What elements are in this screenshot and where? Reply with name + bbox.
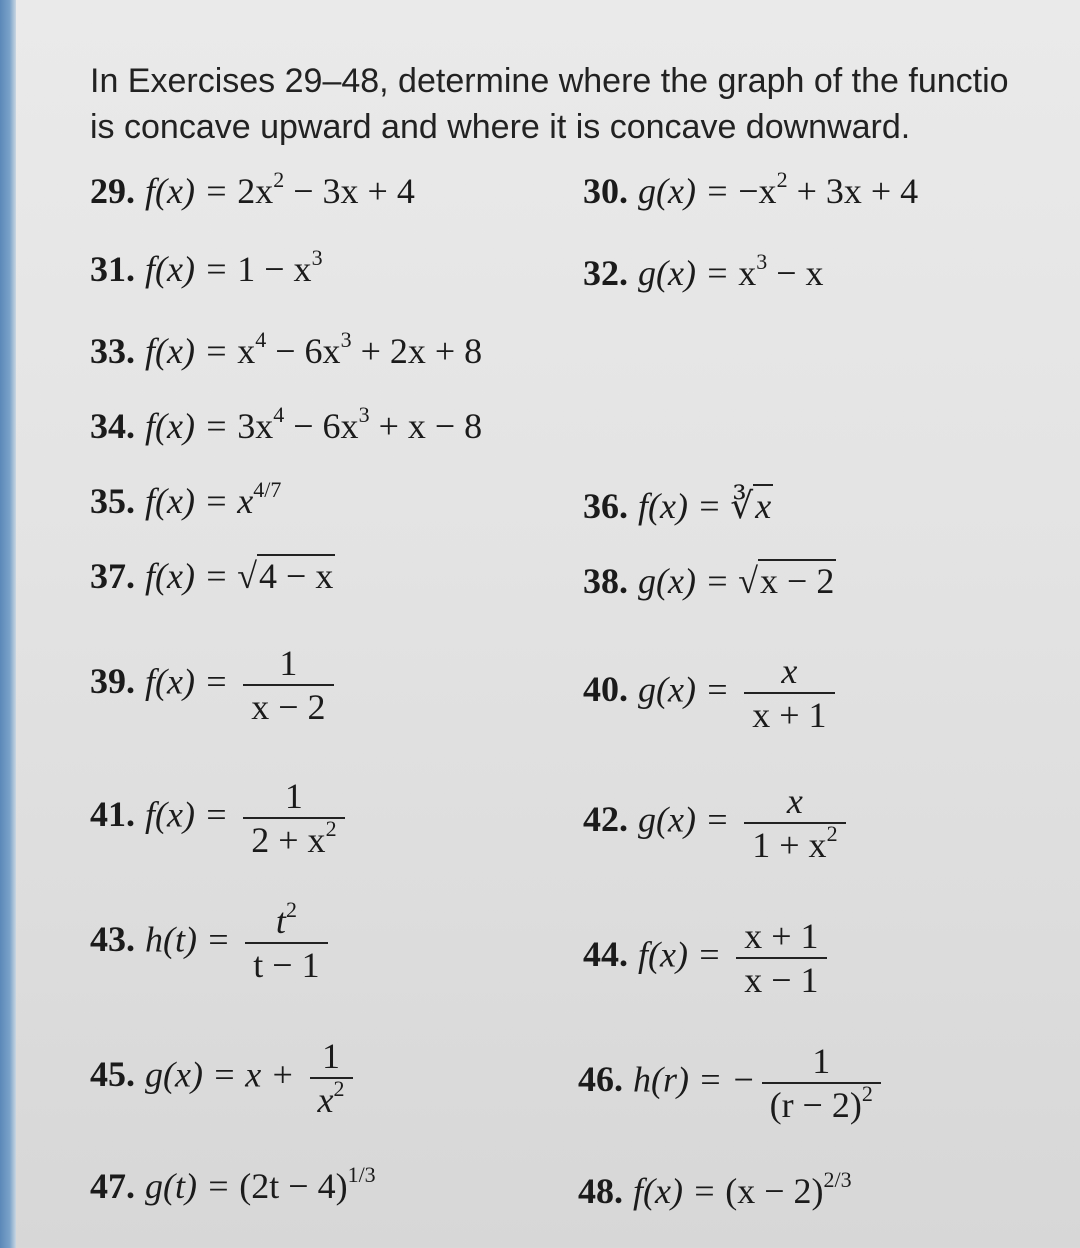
fraction (744, 780, 845, 866)
exercise-30 (583, 167, 919, 212)
numerator: 1 (812, 1041, 831, 1081)
numerator: x (781, 651, 798, 691)
function-lhs: g(x) = x + (145, 1054, 304, 1095)
function-lhs: f(x) = (145, 556, 238, 596)
square-root-sign: √ (738, 561, 759, 601)
exercise-number: 29. (90, 171, 135, 211)
term: 2 + x (251, 820, 326, 860)
exercise-38 (583, 560, 836, 602)
term: 2x (237, 171, 274, 211)
exponent: 2 (826, 821, 838, 846)
exercise-43 (90, 897, 334, 986)
term: − 6x (266, 331, 341, 371)
fraction (243, 642, 333, 728)
radicand: x − 2 (760, 561, 835, 601)
exponent: 3 (756, 249, 768, 274)
function-lhs: g(x) = (638, 253, 739, 293)
function-lhs: h(t) = (145, 919, 240, 960)
exercise-number: 39. (90, 661, 135, 702)
exercise-number: 42. (583, 799, 628, 840)
exercise-number: 30. (583, 171, 628, 211)
term: + 2x + 8 (351, 331, 483, 371)
numerator: 1 (322, 1036, 341, 1076)
exercise-39 (90, 642, 340, 728)
function-lhs: g(t) = (145, 1166, 240, 1206)
term: 3x (237, 406, 274, 446)
exponent: 4 (255, 327, 267, 352)
term: t (275, 901, 286, 941)
denominator (310, 1077, 353, 1121)
exponent: 2 (776, 167, 788, 192)
function-lhs: g(x) = (638, 669, 739, 710)
function-lhs: g(x) = (638, 561, 739, 601)
function-lhs: f(x) = (145, 406, 238, 446)
fraction (744, 650, 834, 736)
exercise-number: 36. (583, 486, 628, 526)
function-lhs: f(x) = (145, 331, 238, 371)
exercise-number: 35. (90, 481, 135, 521)
numerator: x + 1 (744, 916, 819, 956)
cube-root-sign: ∛ (730, 486, 754, 526)
exercise-40 (583, 650, 841, 736)
term: x (237, 331, 256, 371)
instructions-line-1: In Exercises 29–48, determine where the graph of the functio (90, 62, 1009, 100)
exponent: 2 (285, 897, 297, 922)
function-lhs: f(x) = (638, 934, 731, 975)
exponent: 3 (311, 245, 323, 270)
exponent: 2 (325, 816, 337, 841)
exponent: 2/3 (823, 1167, 852, 1192)
exercise-number: 48. (578, 1171, 623, 1211)
function-lhs: f(x) = (145, 661, 238, 702)
exercise-number: 34. (90, 406, 135, 446)
term: + 3x + 4 (787, 171, 919, 211)
function-lhs: f(x) = (145, 794, 238, 835)
term: 1 − x (237, 249, 312, 289)
function-lhs: g(x) = (638, 171, 739, 211)
exercise-32 (583, 249, 824, 294)
denominator (243, 817, 344, 861)
square-root-sign: √ (237, 556, 258, 596)
denominator: x − 1 (736, 957, 826, 1001)
page-left-edge (0, 0, 16, 1248)
instructions-line-2: is concave upward and where it is concave downward. (90, 108, 911, 146)
term: − 3x + 4 (284, 171, 415, 211)
exercise-29 (90, 167, 415, 212)
radicand: 4 − x (259, 556, 334, 596)
denominator: t − 1 (245, 942, 327, 986)
numerator: 1 (279, 643, 298, 683)
exponent: 1/3 (347, 1162, 376, 1187)
exercise-number: 33. (90, 331, 135, 371)
function-lhs: g(x) = (638, 799, 739, 840)
function-lhs: h(r) = − (633, 1059, 756, 1100)
exercise-36 (583, 485, 773, 527)
exponent: 2 (273, 167, 285, 192)
exponent: 3 (358, 402, 370, 427)
term: 1 + x (752, 825, 827, 865)
denominator (744, 822, 845, 866)
numerator: 1 (284, 776, 303, 816)
exercise-number: 41. (90, 794, 135, 835)
exercise-number: 38. (583, 561, 628, 601)
exercise-44 (583, 915, 833, 1001)
function-lhs: f(x) = (145, 171, 238, 211)
term: (2t − 4) (239, 1166, 348, 1206)
function-lhs: f(x) = (145, 249, 238, 289)
denominator (762, 1082, 881, 1126)
term: x (317, 1080, 334, 1120)
denominator: x + 1 (744, 692, 834, 736)
fraction (310, 1035, 353, 1121)
fraction (243, 775, 344, 861)
exercise-41 (90, 775, 351, 861)
term: −x (738, 171, 777, 211)
exercise-33 (90, 327, 483, 372)
function-lhs: f(x) = (145, 481, 238, 521)
fraction (245, 897, 327, 986)
exercise-number: 46. (578, 1059, 623, 1100)
exercise-number: 31. (90, 249, 135, 289)
exercise-42 (583, 780, 852, 866)
exponent: 2 (333, 1076, 345, 1101)
exercise-31 (90, 245, 323, 290)
exercise-47 (90, 1162, 376, 1207)
exercise-46 (578, 1040, 887, 1126)
radicand: x (755, 486, 772, 526)
exercise-number: 40. (583, 669, 628, 710)
exercise-number: 45. (90, 1054, 135, 1095)
term: x (738, 253, 757, 293)
exponent: 2 (861, 1081, 873, 1106)
exponent: 3 (340, 327, 352, 352)
exercise-37 (90, 555, 335, 597)
exponent: 4/7 (253, 477, 282, 502)
fraction (762, 1040, 881, 1126)
exercise-number: 43. (90, 919, 135, 960)
term: (r − 2) (769, 1085, 862, 1125)
function-lhs: f(x) = (638, 486, 731, 526)
exercise-48 (578, 1167, 852, 1212)
numerator (245, 897, 327, 942)
instructions (90, 58, 1080, 150)
numerator: x (786, 781, 803, 821)
exercise-number: 32. (583, 253, 628, 293)
exponent: 4 (273, 402, 285, 427)
term: x (237, 481, 254, 521)
term: + x − 8 (369, 406, 483, 446)
exercise-number: 37. (90, 556, 135, 596)
function-lhs: f(x) = (633, 1171, 726, 1211)
exercise-number: 44. (583, 934, 628, 975)
denominator: x − 2 (243, 684, 333, 728)
exercise-35 (90, 477, 282, 522)
fraction (736, 915, 826, 1001)
exercise-45 (90, 1035, 359, 1121)
term: (x − 2) (725, 1171, 824, 1211)
exercise-number: 47. (90, 1166, 135, 1206)
term: − x (767, 253, 824, 293)
term: − 6x (284, 406, 359, 446)
exercise-34 (90, 402, 483, 447)
